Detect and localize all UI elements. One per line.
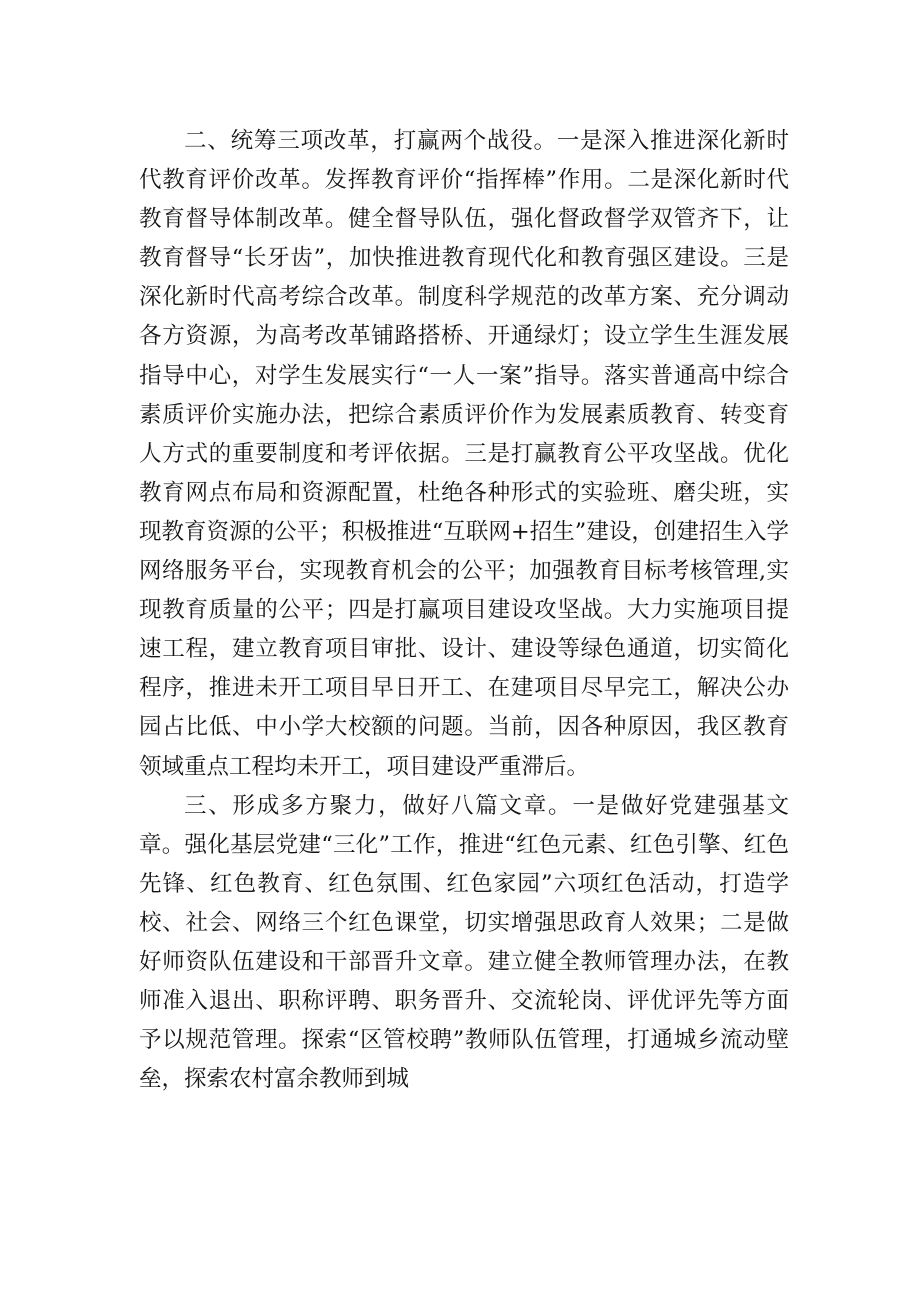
paragraph-reform-battles: 二、统筹三项改革，打赢两个战役。一是深入推进深化新时代教育评价改革。发挥教育评价“指挥棒”作用。二是深化新时代教育督导体制改革。健全督导队伍，强化督政督学双管齐下，让教育督导“长牙齿”，加快推进教育现代化和教育强区建设。三是深化新时代高考综合改革。制度科学规范的改革方案、充分调动各方资源，为高考改革铺路搭桥、开通绿灯；设立学生生涯发展指导中心，对学生发展实行“一人一案”指导。落实普通高中综合素质评价实施办法，把综合素质评价作为发展素质教育、转变育人方式的重要制度和考评依据。三是打赢教育公平攻坚战。优化教育网点布局和资源配置，杜绝各种形式的实验班、磨尖班，实现教育资源的公平；积极推进“互联网+招生”建设，创建招生入学网络服务平台，实现教育机会的公平；加强教育目标考核管理,实现教育质量的公平；四是打赢项目建设攻坚战。大力实施项目提速工程，建立教育项目审批、设计、建设等绿色通道，切实简化程序，推进未开工项目早日开工、在建项目尽早完工，解决公办园占比低、中小学大校额的问题。当前，因各种原因，我区教育领域重点工程均未开工，项目建设严重滞后。 xyxy=(139,128,789,780)
paragraph-eight-articles: 三、形成多方聚力，做好八篇文章。一是做好党建强基文章。强化基层党建“三化”工作，推进“红色元素、红色引擎、红色先锋、红色教育、红色氛围、红色家园”六项红色活动，打造学校、社会、网络三个红色课堂，切实增强思政育人效果；二是做好师资队伍建设和干部晋升文章。建立健全教师管理办法，在教师准入退出、职称评聘、职务晋升、交流轮岗、评优评先等方面予以规范管理。探索“区管校聘”教师队伍管理，打通城乡流动壁垒，探索农村富余教师到城 xyxy=(139,792,789,1093)
document-body xyxy=(139,122,789,1099)
